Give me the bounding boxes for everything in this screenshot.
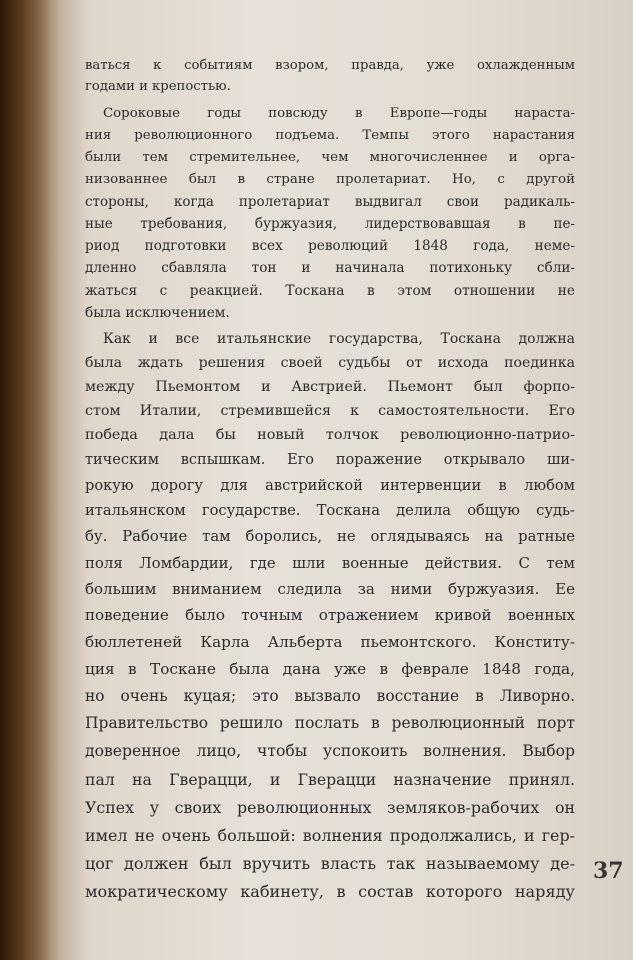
- page-number: 37: [593, 858, 624, 884]
- book-page: ваться к событиям взором, правда, уже охлажденным годами и крепостью. Сороковые годы повсюду в Европе—годы нараста- ния революционного подъема. Темпы этого нарастания были тем стремительнее, чем многочисленнее и орга- низованнее был в стране пролетариат. Но, с другой стороны, когда пролетариат выдвигал свои радикаль- ные требования, буржуазия, лидерствовавшая в пе- риод подготовки всех революций 1848 года, неме- дленно сбавляла тон и начинала потихоньку сбли- жаться с реакцией. Тоскана в этом отношении не была исключением. Как и все итальянские государства, Тоскана должна была ждать решения своей судьбы от исхода поединка между Пьемонтом и Австрией. Пьемонт был форпо- стом Италии, стремившейся к самостоятельности. Его победа дала бы новый толчок революционно-патрио- тическим вспышкам. Его поражение открывало ши- рокую дорогу для австрийской интервенции в любом итальянском государстве. Тоскана делила общую судь- бу. Рабочие там боролись, не оглядываясь на ратные поля Ломбардии, где шли военные действия. С тем большим вниманием следила за ними буржуазия. Ее поведение было точным отражением кривой военных бюллетеней Карла Альберта пьемонтского. Конститу- ция в Тоскане была дана уже в феврале 1848 года, но очень куцая; это вызвало восстание в Ливорно. Правительство решило послать в революционный порт доверенное лицо, чтобы успокоить волнения. Выбор пал на Гверацци, и Гверацци назначение принял. Успех у своих революционных земляков-рабочих он имел не очень большой: волнения продолжались, и гер- цог должен был вручить власть так называемому де- мократическому кабинету, в состав которого наряду 37: [85, 58, 624, 901]
